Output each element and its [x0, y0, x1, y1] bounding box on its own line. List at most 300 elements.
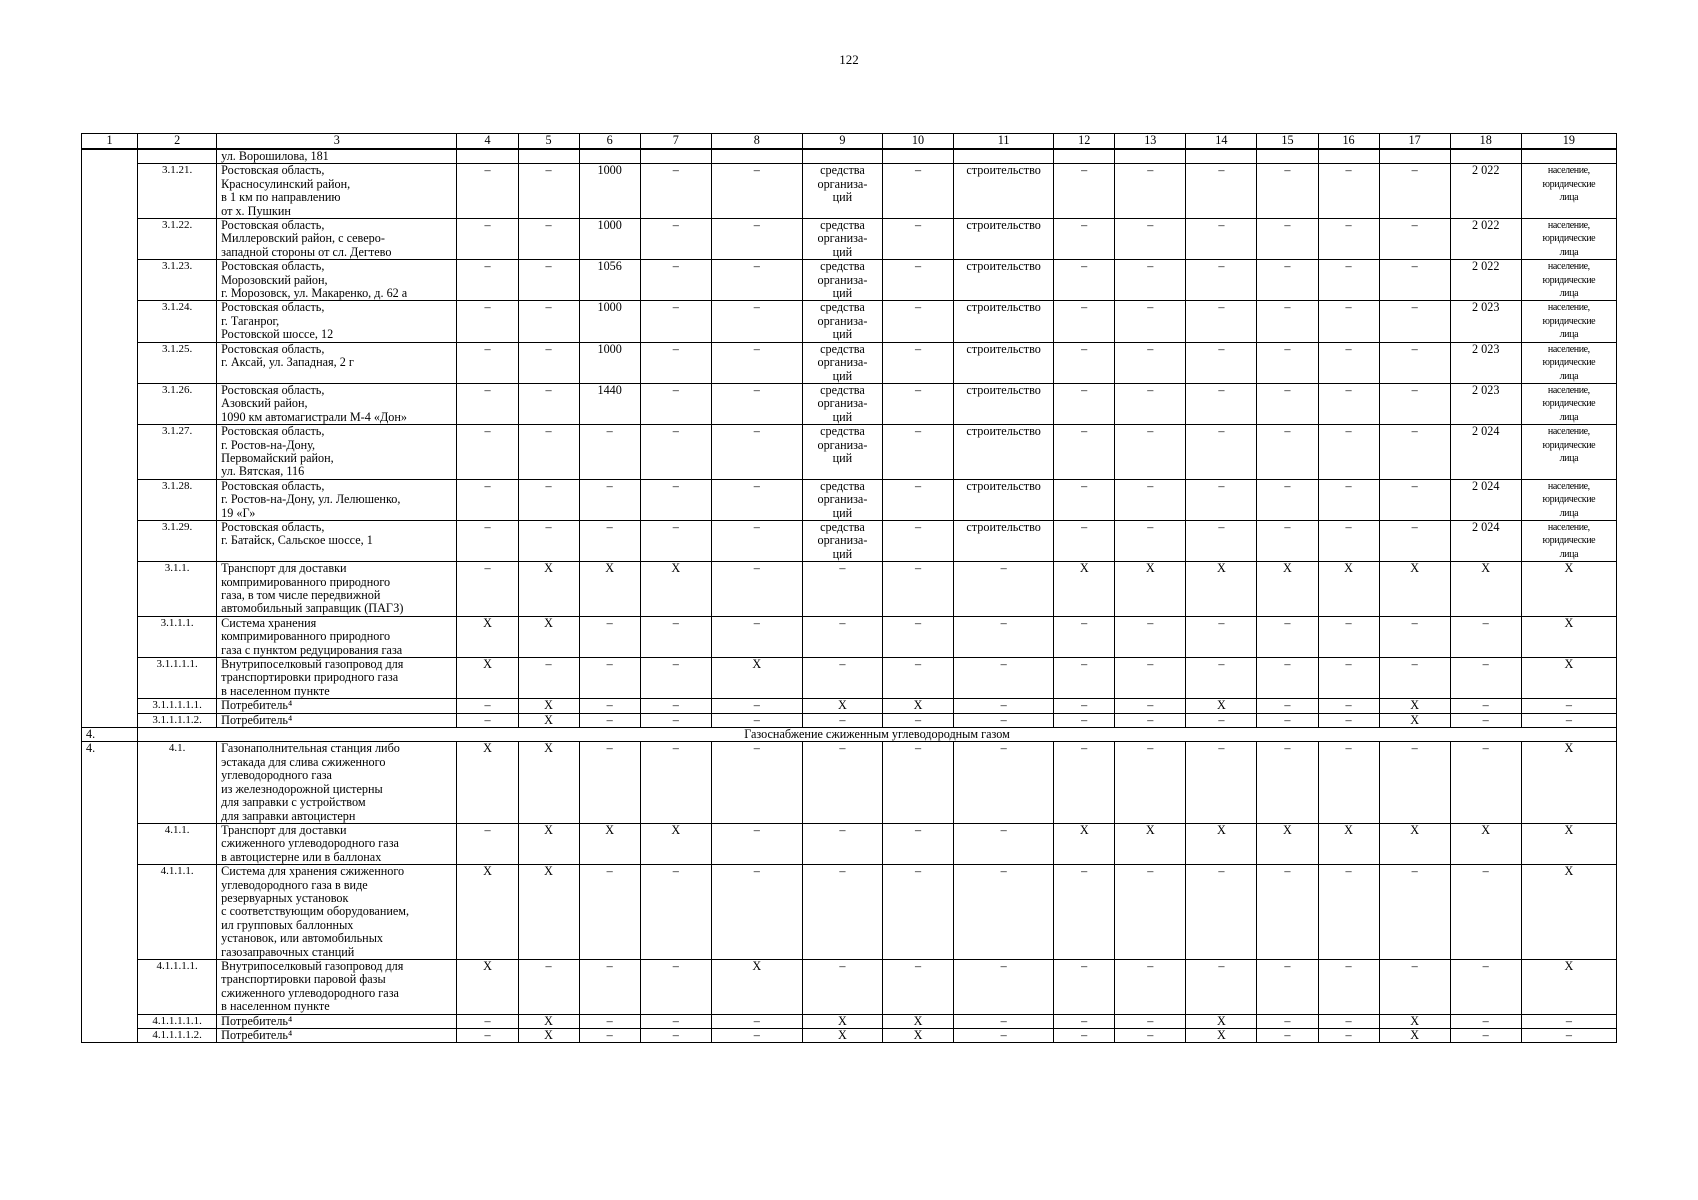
table-cell: –: [1186, 219, 1257, 260]
row-description: [217, 699, 457, 713]
table-cell: –: [640, 616, 711, 657]
table-cell: –: [640, 301, 711, 342]
table-cell: –: [882, 742, 953, 823]
table-cell: –: [1521, 1014, 1616, 1028]
column-header-16: 16: [1318, 134, 1379, 150]
table-cell: –: [954, 699, 1054, 713]
table-cell: X: [1318, 562, 1379, 617]
table-cell: –: [1054, 1014, 1115, 1028]
row-number: 3.1.1.1.1.1.: [138, 699, 217, 713]
cell-line: для заправки с устройством: [221, 795, 366, 810]
table-cell: –: [1379, 301, 1450, 342]
cell-line: ул. Ворошилова, 181: [221, 149, 329, 163]
table-row: [82, 713, 1617, 727]
table-cell: –: [640, 520, 711, 561]
table-cell: –: [1054, 699, 1115, 713]
table-cell: –: [640, 425, 711, 480]
table-cell: –: [1054, 865, 1115, 960]
table-cell: –: [954, 713, 1054, 727]
cell-line: организа-: [817, 231, 868, 246]
table-cell: –: [882, 823, 953, 864]
table-cell: –: [1054, 658, 1115, 699]
table-cell: –: [640, 959, 711, 1014]
row-number: 4.1.1.1.: [138, 865, 217, 960]
cell-line: Ростовская область,: [221, 520, 325, 534]
table-cell: [579, 149, 640, 164]
cell-line: Ростовская область,: [221, 163, 325, 178]
table-cell: –: [1054, 616, 1115, 657]
table-cell: –: [1054, 742, 1115, 823]
table-cell: X: [882, 1029, 953, 1043]
cell-line: ций: [832, 327, 853, 342]
table-cell: строительство: [954, 425, 1054, 480]
table-cell: –: [457, 823, 518, 864]
cell-line: ций: [832, 190, 853, 205]
cell-line: Потребитель⁴: [221, 713, 293, 727]
row-description: [217, 823, 457, 864]
table-cell: X: [711, 658, 802, 699]
table-cell: –: [954, 616, 1054, 657]
table-cell: –: [1115, 301, 1186, 342]
cell-line: в населенном пункте: [221, 999, 330, 1014]
table-cell: –: [640, 713, 711, 727]
cell-line: ций: [832, 450, 853, 465]
table-row: [82, 823, 1617, 864]
table-cell: X: [1054, 562, 1115, 617]
table-cell: X: [518, 742, 579, 823]
table-cell: [1186, 149, 1257, 164]
table-cell: X: [1521, 959, 1616, 1014]
cell-line: Ростовская область,: [221, 300, 325, 315]
row-description: [217, 713, 457, 727]
table-cell: –: [1318, 383, 1379, 424]
cell-line: лица: [1559, 411, 1579, 423]
table-cell: –: [579, 1014, 640, 1028]
table-cell: –: [1318, 865, 1379, 960]
table-cell: [802, 260, 882, 301]
cell-line: юридические: [1542, 535, 1596, 547]
table-row: [82, 301, 1617, 342]
table-cell: –: [882, 301, 953, 342]
row-description: [217, 1029, 457, 1043]
table-cell: –: [1115, 520, 1186, 561]
column-header-19: 19: [1521, 134, 1616, 150]
page-number: 122: [839, 52, 859, 67]
table-cell: –: [1257, 616, 1318, 657]
row-description: [217, 342, 457, 383]
column-header-9: 9: [802, 134, 882, 150]
table-cell: –: [1379, 959, 1450, 1014]
table-cell: –: [1379, 342, 1450, 383]
table-cell: –: [1257, 260, 1318, 301]
table-cell: 2 023: [1450, 383, 1521, 424]
table-cell: [1521, 425, 1616, 480]
column-header-13: 13: [1115, 134, 1186, 150]
row-number: 4.1.1.1.1.: [138, 959, 217, 1014]
table-cell: X: [1186, 1014, 1257, 1028]
table-cell: –: [457, 713, 518, 727]
table-cell: –: [518, 425, 579, 480]
table-cell: –: [711, 520, 802, 561]
column-header-3: 3: [217, 134, 457, 150]
table-cell: –: [579, 959, 640, 1014]
table-cell: –: [457, 425, 518, 480]
table-cell: –: [1257, 865, 1318, 960]
cell-line: г. Таганрог,: [221, 313, 280, 328]
cell-line: ций: [832, 286, 853, 301]
row-number: 4.1.: [138, 742, 217, 823]
cell-line: г. Аксай, ул. Западная, 2 г: [221, 355, 354, 370]
table-cell: [1521, 219, 1616, 260]
group-cell-4: 4.: [82, 742, 138, 1043]
table-cell: строительство: [954, 219, 1054, 260]
table-cell: X: [1186, 823, 1257, 864]
row-description: [217, 520, 457, 561]
row-description: [217, 959, 457, 1014]
table-cell: [1521, 149, 1616, 164]
cell-line: средства: [820, 259, 865, 274]
row-description: [217, 383, 457, 424]
row-description: [217, 658, 457, 699]
table-cell: [802, 219, 882, 260]
table-cell: X: [802, 1029, 882, 1043]
table-cell: [802, 342, 882, 383]
table-cell: –: [882, 616, 953, 657]
table-cell: –: [1054, 520, 1115, 561]
cell-line: юридические: [1542, 315, 1596, 327]
table-cell: –: [954, 1014, 1054, 1028]
row-description: [217, 219, 457, 260]
table-cell: –: [1318, 260, 1379, 301]
table-cell: –: [457, 699, 518, 713]
table-cell: [457, 149, 518, 164]
table-cell: –: [882, 658, 953, 699]
table-cell: –: [711, 219, 802, 260]
table-cell: –: [1115, 383, 1186, 424]
cell-line: Система хранения: [221, 616, 317, 630]
column-header-14: 14: [1186, 134, 1257, 150]
column-header-10: 10: [882, 134, 953, 150]
table-cell: –: [954, 562, 1054, 617]
cell-line: население,: [1547, 426, 1590, 438]
table-cell: –: [711, 479, 802, 520]
cell-line: Транспорт для доставки: [221, 823, 347, 837]
table-cell: –: [1318, 219, 1379, 260]
cell-line: в 1 км по направлению: [221, 190, 341, 205]
cell-line: Ростовская область,: [221, 218, 325, 233]
table-cell: –: [1379, 219, 1450, 260]
table-cell: –: [1318, 959, 1379, 1014]
column-header-17: 17: [1379, 134, 1450, 150]
table-cell: –: [1318, 658, 1379, 699]
table-cell: –: [640, 342, 711, 383]
cell-line: организа-: [817, 313, 868, 328]
cell-line: организа-: [817, 437, 868, 452]
table-row: [82, 742, 1617, 823]
table-cell: –: [711, 260, 802, 301]
table-row: [82, 219, 1617, 260]
cell-line: юридические: [1542, 233, 1596, 245]
cell-line: юридические: [1542, 494, 1596, 506]
table-cell: –: [882, 164, 953, 219]
table-cell: X: [1054, 823, 1115, 864]
cell-line: сжиженного углеводородного газа: [221, 985, 399, 1000]
table-cell: [802, 479, 882, 520]
column-header-18: 18: [1450, 134, 1521, 150]
row-number: 3.1.28.: [138, 479, 217, 520]
table-cell: [802, 383, 882, 424]
table-cell: –: [1521, 1029, 1616, 1043]
column-header-11: 11: [954, 134, 1054, 150]
table-cell: X: [518, 713, 579, 727]
table-cell: X: [1379, 562, 1450, 617]
table-cell: –: [1054, 342, 1115, 383]
table-cell: 2 024: [1450, 520, 1521, 561]
cell-line: газа с пунктом редуцирования газа: [221, 642, 403, 657]
table-cell: –: [1318, 520, 1379, 561]
table-cell: –: [1186, 260, 1257, 301]
table-cell: –: [1257, 164, 1318, 219]
table-cell: X: [1521, 823, 1616, 864]
table-cell: –: [1318, 1029, 1379, 1043]
cell-line: Азовский район,: [221, 396, 308, 411]
table-cell: –: [711, 383, 802, 424]
cell-line: Ростовская область,: [221, 383, 325, 397]
table-cell: [1521, 301, 1616, 342]
table-cell: –: [1257, 1029, 1318, 1043]
cell-line: организа-: [817, 533, 868, 548]
table-cell: X: [518, 562, 579, 617]
table-cell: X: [882, 1014, 953, 1028]
table-cell: –: [1257, 219, 1318, 260]
table-cell: –: [882, 562, 953, 617]
table-cell: –: [457, 1014, 518, 1028]
cell-line: транспортировки паровой фазы: [221, 972, 386, 987]
table-row: [82, 865, 1617, 960]
table-cell: –: [640, 219, 711, 260]
table-cell: –: [1318, 479, 1379, 520]
table-cell: –: [1186, 520, 1257, 561]
cell-line: Внутрипоселковый газопровод для: [221, 959, 404, 973]
table-cell: [1521, 164, 1616, 219]
table-cell: –: [954, 742, 1054, 823]
table-cell: –: [579, 425, 640, 480]
row-number: 3.1.24.: [138, 301, 217, 342]
table-cell: X: [1450, 562, 1521, 617]
table-cell: 2 024: [1450, 479, 1521, 520]
table-cell: –: [1318, 699, 1379, 713]
cell-line: газозаправочных станций: [221, 944, 355, 959]
table-cell: –: [954, 1029, 1054, 1043]
table-cell: 2 023: [1450, 301, 1521, 342]
header-row: [82, 134, 1617, 150]
table-cell: –: [1186, 425, 1257, 480]
cell-line: лица: [1559, 548, 1579, 560]
cell-line: компримированного природного: [221, 629, 391, 644]
table-cell: –: [1186, 865, 1257, 960]
table-cell: –: [1054, 383, 1115, 424]
table-cell: –: [1186, 713, 1257, 727]
table-cell: –: [518, 219, 579, 260]
section-row: [82, 728, 1617, 742]
table-cell: –: [579, 479, 640, 520]
table-cell: –: [1257, 520, 1318, 561]
table-cell: –: [457, 219, 518, 260]
table-cell: [1115, 149, 1186, 164]
table-cell: –: [1115, 699, 1186, 713]
table-cell: –: [711, 1029, 802, 1043]
cell-line: Ростовская область,: [221, 342, 325, 356]
table-cell: –: [1318, 713, 1379, 727]
table-cell: –: [1054, 1029, 1115, 1043]
table-cell: –: [954, 658, 1054, 699]
table-cell: 1440: [579, 383, 640, 424]
table-cell: X: [457, 616, 518, 657]
table-cell: X: [1379, 1029, 1450, 1043]
table-cell: X: [579, 562, 640, 617]
cell-line: автомобильный заправщик (ПАГЗ): [221, 601, 404, 616]
cell-line: для заправки автоцистерн: [221, 808, 356, 823]
cell-line: население,: [1547, 165, 1590, 177]
cell-line: средства: [820, 479, 865, 493]
column-header-15: 15: [1257, 134, 1318, 150]
table-cell: –: [640, 1014, 711, 1028]
table-cell: –: [1379, 616, 1450, 657]
cell-line: юридические: [1542, 178, 1596, 190]
table-cell: [1521, 479, 1616, 520]
cell-line: Морозовский район,: [221, 272, 328, 287]
table-cell: –: [802, 658, 882, 699]
table-cell: X: [1521, 865, 1616, 960]
table-cell: –: [711, 713, 802, 727]
table-cell: [882, 149, 953, 164]
column-header-8: 8: [711, 134, 802, 150]
table-cell: –: [457, 1029, 518, 1043]
table-cell: –: [1379, 658, 1450, 699]
cell-line: юридические: [1542, 439, 1596, 451]
table-cell: [802, 425, 882, 480]
table-cell: 2 024: [1450, 425, 1521, 480]
table-cell: –: [579, 658, 640, 699]
cell-line: средства: [820, 342, 865, 356]
row-description: [217, 149, 457, 164]
table-row: [82, 383, 1617, 424]
table-cell: [1521, 342, 1616, 383]
table-cell: –: [1450, 865, 1521, 960]
table-cell: –: [882, 342, 953, 383]
table-cell: 1056: [579, 260, 640, 301]
table-cell: –: [1379, 383, 1450, 424]
table-cell: –: [457, 301, 518, 342]
cell-line: Ростовской шоссе, 12: [221, 327, 334, 342]
cell-line: эстакада для слива сжиженного: [221, 754, 386, 769]
table-cell: –: [1450, 699, 1521, 713]
cell-line: средства: [820, 383, 865, 397]
cell-line: газа, в том числе передвижной: [221, 588, 381, 602]
cell-line: г. Ростов-на-Дону,: [221, 437, 316, 452]
cell-line: Потребитель⁴: [221, 698, 293, 713]
table-cell: –: [802, 713, 882, 727]
table-cell: –: [1318, 425, 1379, 480]
section-title: Газоснабжение сжиженным углеводородным газом: [138, 728, 1617, 742]
table-cell: строительство: [954, 301, 1054, 342]
table-cell: 1000: [579, 164, 640, 219]
cell-line: углеводородного газа в виде: [221, 877, 368, 892]
gas-supply-table: [81, 133, 1617, 1043]
row-number: 3.1.22.: [138, 219, 217, 260]
row-number: 4.1.1.1.1.1.: [138, 1014, 217, 1028]
table-cell: –: [1186, 301, 1257, 342]
table-cell: [1521, 383, 1616, 424]
table-cell: 2 023: [1450, 342, 1521, 383]
table-cell: X: [1521, 658, 1616, 699]
row-number: 3.1.26.: [138, 383, 217, 424]
table-cell: –: [954, 959, 1054, 1014]
table-row: [82, 658, 1617, 699]
table-cell: –: [1257, 658, 1318, 699]
table-cell: –: [1379, 865, 1450, 960]
table-cell: [1379, 149, 1450, 164]
cell-line: население,: [1547, 343, 1590, 355]
table-cell: X: [1257, 823, 1318, 864]
table-cell: –: [1054, 425, 1115, 480]
cell-line: Потребитель⁴: [221, 1014, 293, 1028]
table-cell: –: [882, 383, 953, 424]
table-cell: –: [457, 520, 518, 561]
table-cell: –: [518, 479, 579, 520]
table-cell: строительство: [954, 520, 1054, 561]
table-cell: X: [579, 823, 640, 864]
group-cell-3: [82, 149, 138, 728]
table-cell: X: [640, 823, 711, 864]
table-cell: –: [711, 301, 802, 342]
table-cell: [802, 149, 882, 164]
table-cell: [640, 149, 711, 164]
table-cell: –: [882, 425, 953, 480]
table-cell: 1000: [579, 342, 640, 383]
cell-line: население,: [1547, 384, 1590, 396]
column-header-4: 4: [457, 134, 518, 150]
table-cell: –: [1318, 342, 1379, 383]
table-cell: –: [1379, 260, 1450, 301]
row-description: [217, 164, 457, 219]
cell-line: средства: [820, 424, 865, 439]
table-cell: [1257, 149, 1318, 164]
table-cell: –: [711, 616, 802, 657]
row-description: [217, 425, 457, 480]
table-cell: –: [1521, 713, 1616, 727]
table-cell: –: [711, 425, 802, 480]
cell-line: население,: [1547, 480, 1590, 492]
table-cell: –: [802, 959, 882, 1014]
cell-line: Внутрипоселковый газопровод для: [221, 657, 404, 672]
table-cell: –: [640, 479, 711, 520]
table-row: [82, 562, 1617, 617]
table-cell: –: [1186, 959, 1257, 1014]
table-cell: –: [1257, 742, 1318, 823]
table-cell: –: [1115, 959, 1186, 1014]
cell-line: организа-: [817, 396, 868, 411]
cell-line: население,: [1547, 220, 1590, 232]
cell-line: с соответствующим оборудованием,: [221, 904, 410, 919]
table-cell: –: [882, 959, 953, 1014]
table-cell: X: [518, 1029, 579, 1043]
table-cell: –: [1450, 713, 1521, 727]
table-cell: –: [579, 865, 640, 960]
row-description: [217, 616, 457, 657]
table-cell: X: [1521, 562, 1616, 617]
table-cell: X: [1115, 823, 1186, 864]
